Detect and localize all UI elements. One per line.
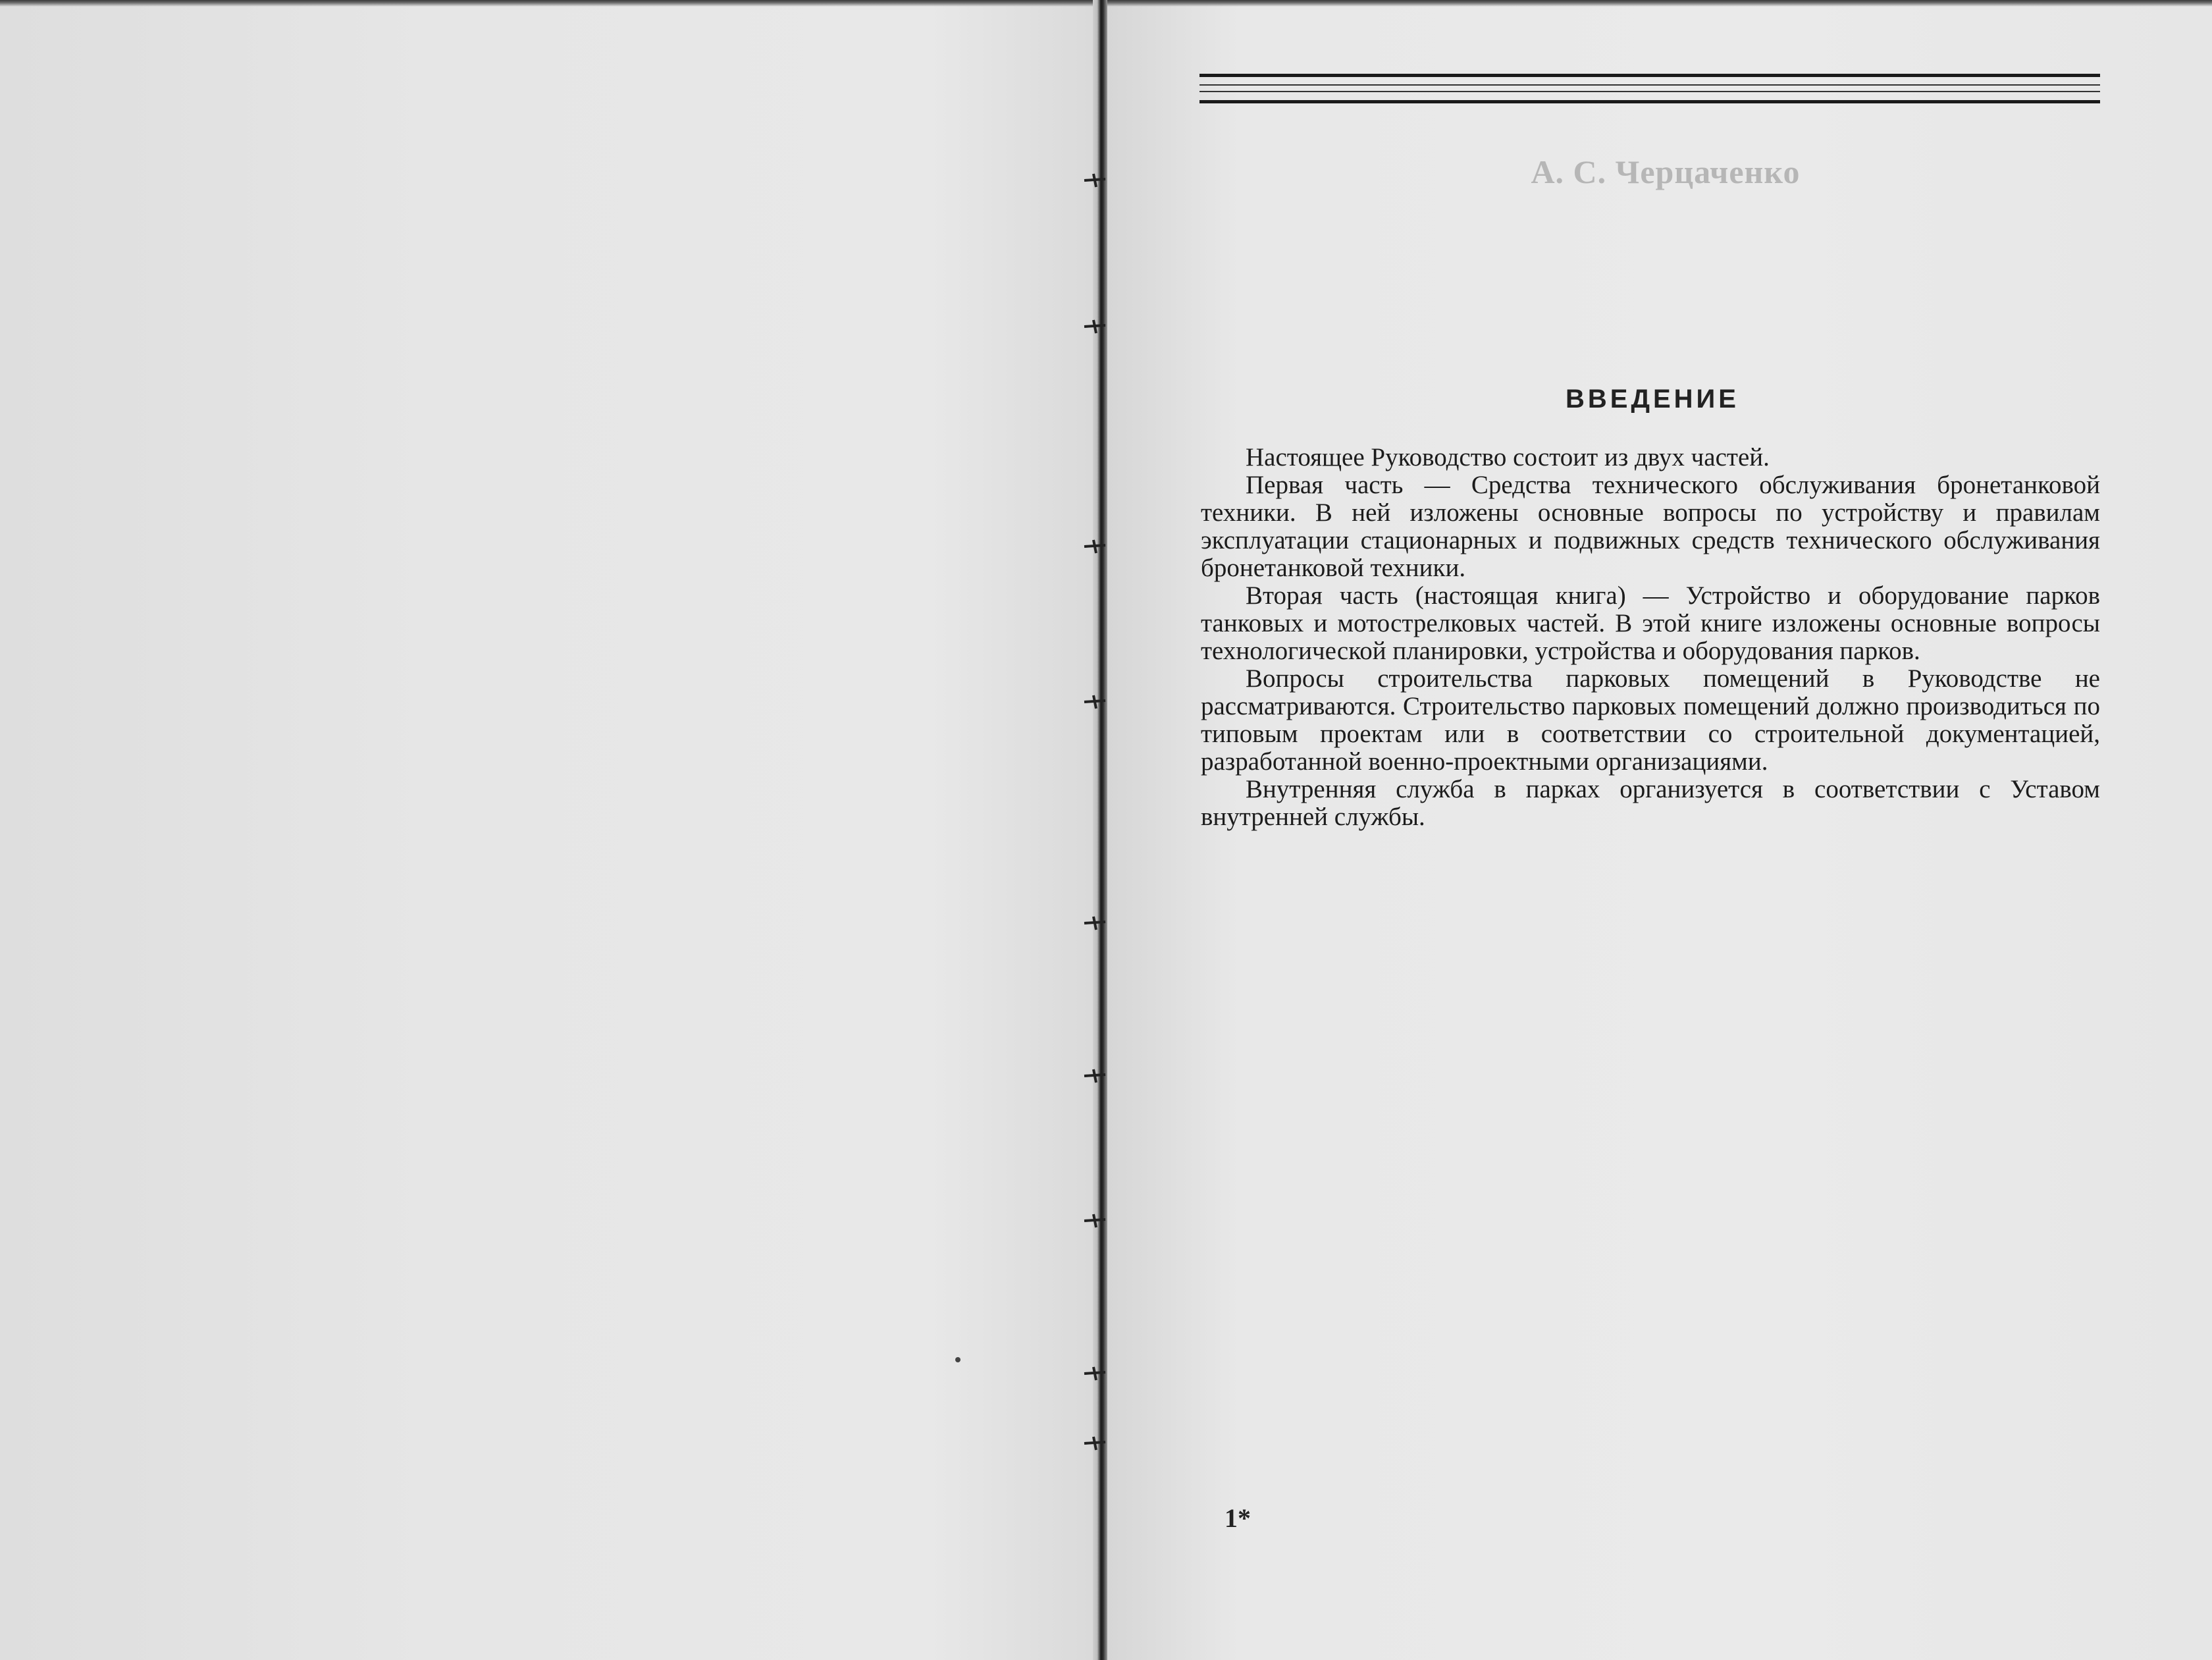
spine-stitch [1083,1435,1107,1451]
spine-stitch [1083,1068,1107,1084]
paragraph: Внутренняя служба в парках организуется в соответствии с Уставом внутренней службы. [1201,775,2100,831]
paragraph: Вторая часть (настоящая книга) — Устройство и оборудование парков танковых и мотострелковых частей. В этой книге изложены основные вопросы технологической планировки, устройства и оборудования парков. [1201,581,2100,665]
rule-line [1199,100,2100,103]
spine-stitch [1083,539,1107,554]
left-page-blank [0,0,1093,1660]
rule-line [1199,84,2100,86]
signature-mark: 1* [1224,1503,1251,1533]
spine-stitch [1083,319,1107,335]
spine-stitch [1083,1213,1107,1229]
paragraph: Первая часть — Средства технического обслуживания бронетанковой техники. В ней изложены основные вопросы по устройству и правилам эксплуатации стационарных и подвижных средств технического обслуживания бронетанковой техники. [1201,471,2100,582]
book-spine [1093,0,1107,1660]
paragraph: Вопросы строительства парковых помещений в Руководстве не рассматриваются. Строительство парковых помещений должно производиться по типовым проектам или в соответствии со строительной документацией, разработанной военно-проектными организациями. [1201,664,2100,776]
paper-speck [955,1357,961,1362]
paragraph: Настоящее Руководство состоит из двух частей. [1246,443,1770,471]
section-heading: ВВЕДЕНИЕ [1566,385,1739,414]
header-double-rule [1199,74,2100,108]
spine-stitch [1083,915,1107,931]
spine-stitch [1083,173,1107,188]
rule-line [1199,74,2100,77]
spine-stitch [1083,1366,1107,1381]
rule-line [1199,91,2100,92]
intro-body [1201,444,2100,831]
owner-stamp: А. С. Черцаченко [1531,153,1801,190]
spine-stitch [1083,694,1107,710]
